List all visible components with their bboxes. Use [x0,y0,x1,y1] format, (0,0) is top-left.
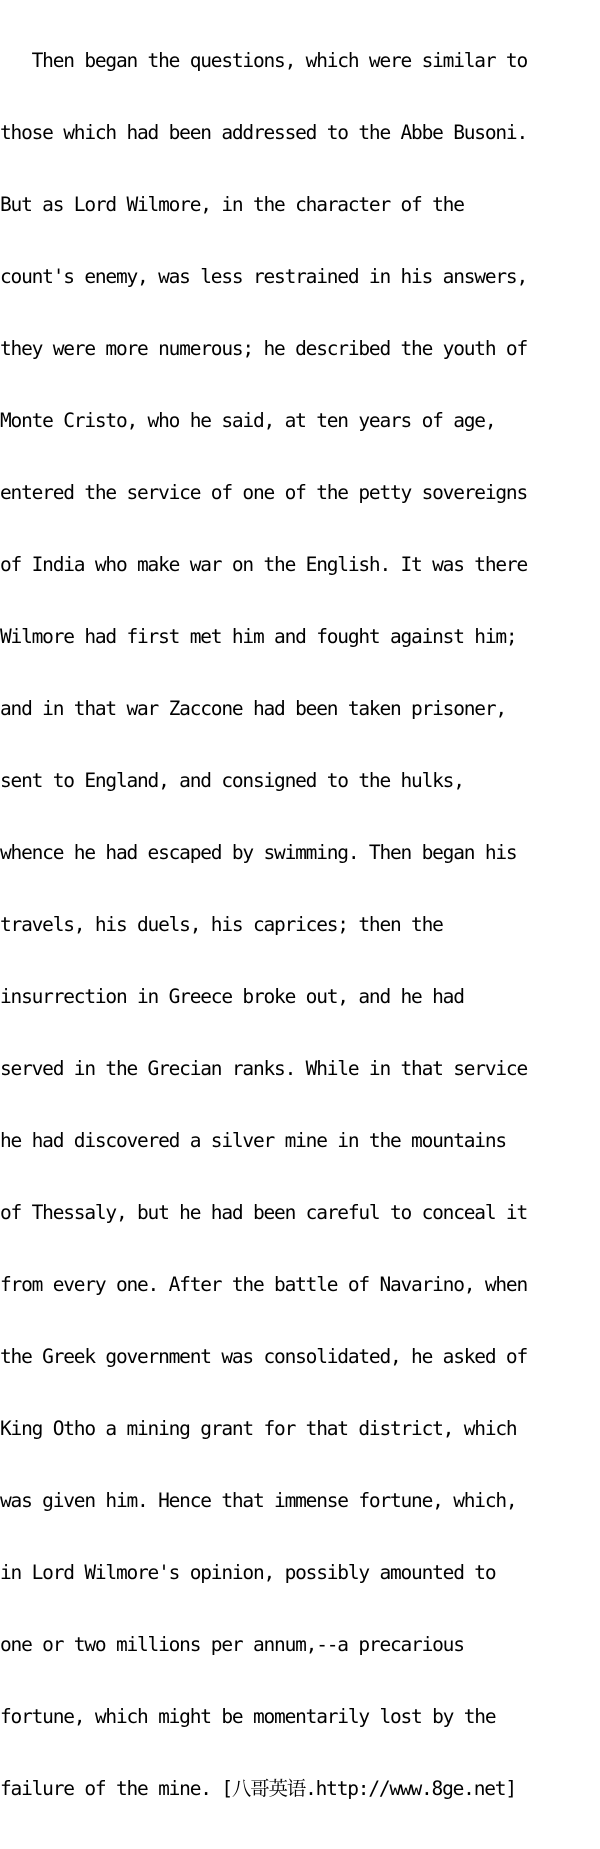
text-line-14: insurrection in Greece broke out, and he had [0,985,464,1008]
text-line-6: Monte Cristo, who he said, at ten years of age, [0,409,496,432]
text-line-18: from every one. After the battle of Navarino, when [0,1273,527,1296]
text-line-17: of Thessaly, but he had been careful to conceal it [0,1201,527,1224]
text-line-19: the Greek government was consolidated, he asked of [0,1345,527,1368]
text-line-7: entered the service of one of the petty sovereigns [0,481,527,504]
text-line-3: But as Lord Wilmore, in the character of the [0,193,464,216]
text-line-20: King Otho a mining grant for that district, which [0,1417,517,1440]
text-line-15: served in the Grecian ranks. While in that service [0,1057,527,1080]
text-line-2: those which had been addressed to the Abbe Busoni. [0,121,527,144]
body-text [0,1,600,1849]
text-line-16: he had discovered a silver mine in the mountains [0,1129,506,1152]
text-line-25: failure of the mine. [八哥英语.http://www.8ge.net] [0,1777,516,1800]
text-line-23: one or two millions per annum,--a precarious [0,1633,464,1656]
text-line-22: in Lord Wilmore's opinion, possibly amounted to [0,1561,496,1584]
text-line-12: whence he had escaped by swimming. Then began his [0,841,517,864]
text-line-13: travels, his duels, his caprices; then the [0,913,443,936]
text-line-9: Wilmore had first met him and fought against him; [0,625,517,648]
text-line-10: and in that war Zaccone had been taken prisoner, [0,697,506,720]
text-line-8: of India who make war on the English. It was there [0,553,527,576]
text-line-1: Then began the questions, which were similar to [0,49,527,72]
text-line-4: count's enemy, was less restrained in his answers, [0,265,527,288]
text-line-5: they were more numerous; he described the youth of [0,337,527,360]
text-line-24: fortune, which might be momentarily lost by the [0,1705,496,1728]
text-line-11: sent to England, and consigned to the hulks, [0,769,464,792]
text-line-21: was given him. Hence that immense fortune, which, [0,1489,517,1512]
